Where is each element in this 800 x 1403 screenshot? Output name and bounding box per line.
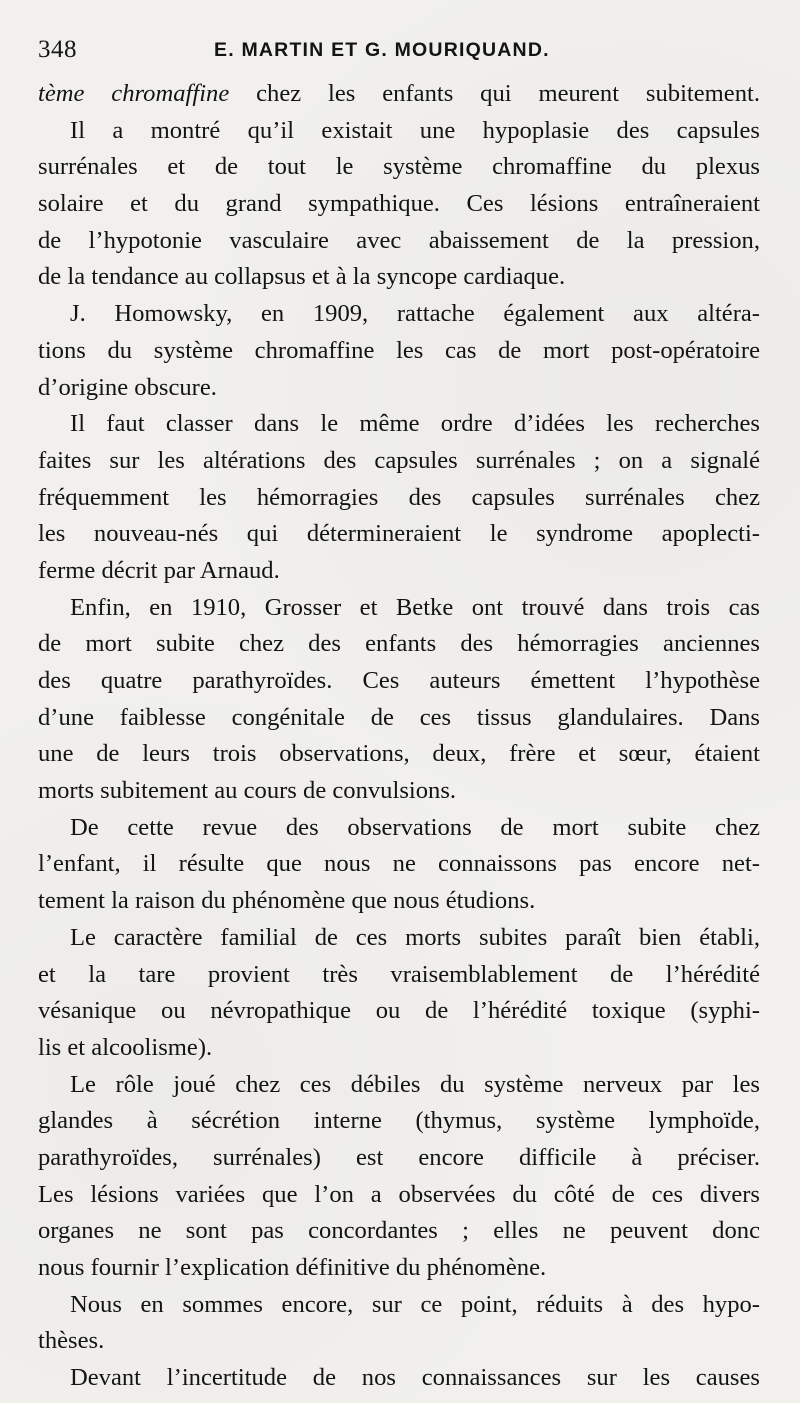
text-line: organes ne sont pas concordantes ; elles ne peuvent donc bbox=[38, 1217, 760, 1245]
text-line: d’origine obscure. bbox=[38, 373, 217, 401]
text-line: une de leurs trois observations, deux, frère et sœur, étaient bbox=[38, 740, 760, 768]
text-line: faites sur les altérations des capsules surrénales ; on a signalé bbox=[38, 446, 760, 474]
body-text bbox=[38, 76, 760, 1397]
text-line: Devant l’incertitude de nos connaissances sur les causes bbox=[70, 1364, 760, 1392]
text-line: morts subitement au cours de convulsions. bbox=[38, 777, 457, 805]
text-line: solaire et du grand sympathique. Ces lésions entraîneraient bbox=[38, 190, 760, 218]
text-line: J. Homowsky, en 1909, rattache également aux altéra- bbox=[70, 300, 760, 328]
text-line: fréquemment les hémorragies des capsules surrénales chez bbox=[38, 483, 760, 511]
text-line: tement la raison du phénomène que nous étudions. bbox=[38, 887, 536, 915]
text-line: nous fournir l’explication définitive du phénomène. bbox=[38, 1254, 547, 1281]
text-line: vésanique ou névropathique ou de l’hérédité toxique (syphi- bbox=[38, 997, 760, 1025]
text-line: De cette revue des observations de mort subite chez bbox=[70, 813, 760, 841]
text-line: Il a montré qu’il existait une hypoplasie des capsules bbox=[70, 116, 760, 144]
text-line: d’une faiblesse congénitale de ces tissus glandulaires. Dans bbox=[38, 703, 760, 731]
text-line: lis et alcoolisme). bbox=[38, 1033, 213, 1061]
text-line-rest: chez les enfants qui meurent subitement. bbox=[229, 80, 760, 107]
text-line: Nous en sommes encore, sur ce point, réduits à des hypo- bbox=[70, 1290, 760, 1318]
page-number: 348 bbox=[38, 36, 77, 63]
text-line: de l’hypotonie vasculaire avec abaissement de la pression, bbox=[38, 226, 760, 254]
text-line: l’enfant, il résulte que nous ne connaissons pas encore net- bbox=[38, 850, 760, 878]
text-line: Le caractère familial de ces morts subites paraît bien établi, bbox=[70, 923, 760, 951]
text-line: Il faut classer dans le même ordre d’idées les recherches bbox=[70, 410, 760, 438]
text-line: Le rôle joué chez ces débiles du système nerveux par les bbox=[70, 1070, 760, 1098]
text-line: ferme décrit par Arnaud. bbox=[38, 556, 280, 584]
running-title: E. MARTIN ET G. MOURIQUAND. bbox=[214, 39, 550, 61]
text-line: Enfin, en 1910, Grosser et Betke ont trouvé dans trois cas bbox=[70, 593, 760, 621]
text-line: surrénales et de tout le système chromaffine du plexus bbox=[38, 153, 760, 181]
text-line: tions du système chromaffine les cas de mort post-opératoire bbox=[38, 336, 760, 364]
text-line: de la tendance au collapsus et à la syncope cardiaque. bbox=[38, 263, 566, 291]
text-line: des quatre parathyroïdes. Ces auteurs émettent l’hypothèse bbox=[38, 667, 760, 694]
text-line: parathyroïdes, surrénales) est encore difficile à préciser. bbox=[38, 1143, 760, 1171]
text-line: thèses. bbox=[38, 1327, 105, 1355]
text-line: de mort subite chez des enfants des hémorragies anciennes bbox=[38, 630, 760, 658]
text-line bbox=[38, 76, 760, 113]
text-line: glandes à sécrétion interne (thymus, système lymphoïde, bbox=[38, 1107, 760, 1135]
running-header bbox=[38, 26, 760, 76]
text-line: Les lésions variées que l’on a observées du côté de ces divers bbox=[38, 1180, 760, 1208]
text-line: et la tare provient très vraisemblablement de l’hérédité bbox=[38, 960, 760, 988]
text-line: les nouveau-nés qui détermineraient le syndrome apoplecti- bbox=[38, 520, 760, 548]
italic-term: tème chromaffine bbox=[38, 80, 230, 107]
